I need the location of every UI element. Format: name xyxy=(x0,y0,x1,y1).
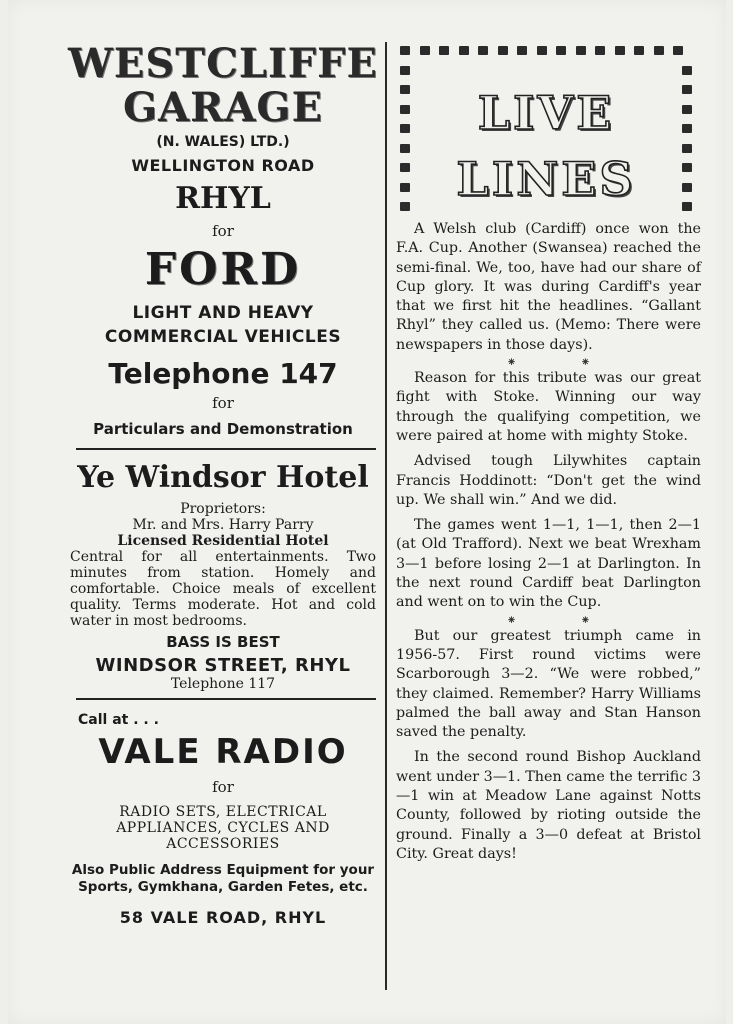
border-square xyxy=(595,46,605,55)
article-paragraph-6: In the second round Bishop Auckland went under 3—1. Then came the terrific 3—1 win at Meadow Lane against Notts County, followed by rioting outside the ground. Finally a 3—0 defeat at Bristol City. Great days! xyxy=(396,749,701,862)
garage-advert xyxy=(68,42,378,438)
radio-for: for xyxy=(212,778,234,796)
article-paragraph-3: Advised tough Lilywhites captain Francis Hoddinott: “Don't get the wind up. We shall win.” And we did. xyxy=(396,453,701,508)
star-separator-2: ⁕ ⁕ xyxy=(506,612,621,627)
border-square xyxy=(576,46,586,55)
border-square xyxy=(556,46,566,55)
radio-name: VALE RADIO xyxy=(98,732,348,772)
live-lines-title-line1: LIVE xyxy=(477,86,615,140)
border-square xyxy=(459,46,469,55)
border-square xyxy=(439,46,449,55)
hotel-telephone: Telephone 117 xyxy=(170,676,276,692)
garage-for-2: for xyxy=(212,394,234,412)
border-square xyxy=(682,124,692,133)
garage-ltd: (N. WALES) LTD.) xyxy=(156,134,290,150)
border-square xyxy=(400,124,410,133)
border-square xyxy=(654,46,664,55)
hotel-street: WINDSOR STREET, RHYL xyxy=(95,655,351,676)
article-paragraph-2: Reason for this tribute was our great fight with Stoke. Winning our way through the qualifying competition, we were paired at home with mighty Stoke. xyxy=(396,370,701,444)
article-paragraph-4: The games went 1—1, 1—1, then 2—1 (at Old Trafford). Next we beat Wrexham 3—1 before losing 2—1 at Darlington. In the next round Cardiff beat Darlington and went on to win the Cup. xyxy=(396,517,701,611)
radio-goods: RADIO SETS, ELECTRICAL APPLIANCES, CYCLES AND ACCESSORIES xyxy=(116,804,330,852)
border-square xyxy=(682,202,692,211)
garage-for-1: for xyxy=(212,222,234,240)
garage-particulars: Particulars and Demonstration xyxy=(93,420,353,438)
garage-telephone: Telephone 147 xyxy=(108,357,338,390)
hotel-proprietors: Mr. and Mrs. Harry Parry xyxy=(132,517,314,533)
hotel-name: Ye Windsor Hotel xyxy=(77,460,369,495)
border-square xyxy=(478,46,488,55)
live-lines-heading-box xyxy=(396,42,696,220)
border-square xyxy=(673,46,683,55)
border-square xyxy=(400,105,410,114)
border-square xyxy=(400,85,410,94)
border-square xyxy=(615,46,625,55)
border-square xyxy=(420,46,430,55)
radio-address: 58 VALE ROAD, RHYL xyxy=(119,908,327,927)
article-paragraph-5: But our greatest triumph came in 1956-57. First round victims were Scarborough 3—2. “We were robbed,” they claimed. Remember? Harry Williams palmed the ball away and Stan Hanson saved the penalty. xyxy=(396,627,701,741)
garage-vehicles-line1: LIGHT AND HEAVY xyxy=(132,303,314,323)
radio-call-at: Call at . . . xyxy=(78,712,159,728)
border-square xyxy=(682,163,692,172)
border-square xyxy=(400,202,410,211)
advert-divider-2 xyxy=(76,698,376,700)
column-divider xyxy=(385,42,387,990)
garage-town: RHYL xyxy=(175,181,271,216)
hotel-proprietors-label: Proprietors: xyxy=(180,501,266,517)
garage-name-line2: GARAGE xyxy=(122,84,324,131)
adverts-column xyxy=(68,40,378,927)
border-square xyxy=(400,46,410,55)
border-square xyxy=(682,85,692,94)
advert-divider-1 xyxy=(76,448,376,450)
garage-name-line1: WESTCLIFFE xyxy=(68,40,379,87)
article-paragraph-1: A Welsh club (Cardiff) once won the F.A. Cup. Another (Swansea) reached the semi-final. We, too, have had our share of Cup glory. It was during Cardiff's year that we first hit the headlines. “Gallant Rhyl” they called us. (Memo: There were newspapers in those days). xyxy=(396,221,701,353)
star-separator-1: ⁕ ⁕ xyxy=(506,355,621,370)
live-lines-title-line2: LINES xyxy=(456,152,636,206)
radio-advert xyxy=(68,712,378,927)
border-square xyxy=(400,183,410,192)
hotel-bass: BASS IS BEST xyxy=(166,633,280,651)
border-square xyxy=(682,144,692,153)
border-square xyxy=(634,46,644,55)
border-square xyxy=(498,46,508,55)
garage-road: WELLINGTON ROAD xyxy=(131,156,315,175)
border-square xyxy=(682,66,692,75)
border-square xyxy=(400,144,410,153)
border-square xyxy=(400,163,410,172)
hotel-type: Licensed Residential Hotel xyxy=(117,533,329,549)
radio-also: Also Public Address Equipment for your Sports, Gymkhana, Garden Fetes, etc. xyxy=(71,862,375,895)
hotel-description: Central for all entertainments. Two minutes from station. Homely and comfortable. Choice meals of excellent quality. Terms moderate. Hot and cold water in most bedrooms. xyxy=(70,549,376,629)
border-square xyxy=(537,46,547,55)
live-lines-article xyxy=(396,220,701,864)
border-square xyxy=(682,183,692,192)
hotel-advert xyxy=(68,460,378,692)
garage-brand: FORD xyxy=(144,244,302,295)
magazine-page xyxy=(8,0,726,1024)
garage-vehicles-line2: COMMERCIAL VEHICLES xyxy=(104,327,342,347)
border-square xyxy=(517,46,527,55)
border-square xyxy=(400,66,410,75)
border-square xyxy=(682,105,692,114)
live-lines-column xyxy=(396,42,701,864)
